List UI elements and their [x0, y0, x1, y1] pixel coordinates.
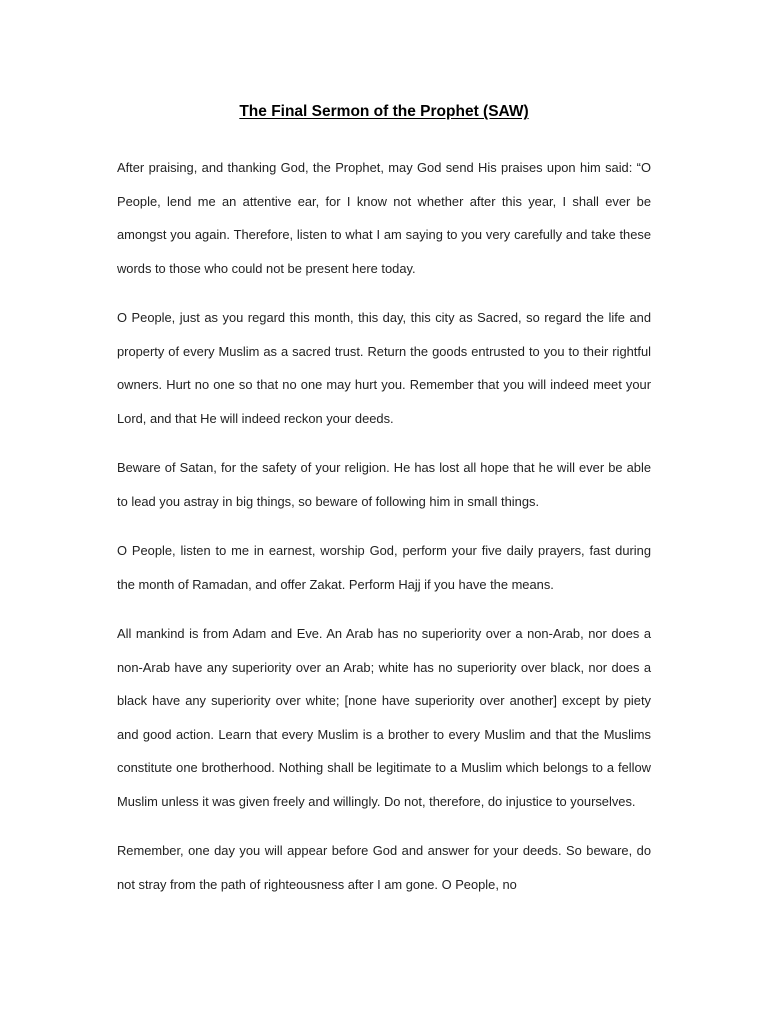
paragraph-2: O People, just as you regard this month, this day, this city as Sacred, so regard the life and property of every Muslim as a sacred trust. Return the goods entrusted to you to their rightful owners. Hurt no one so that no one may hurt you. Remember that you will indeed meet your Lord, and that He will indeed reckon your deeds. — [117, 310, 651, 426]
paragraph-3: Beware of Satan, for the safety of your religion. He has lost all hope that he will ever be able to lead you astray in big things, so beware of following him in small things. — [117, 460, 651, 509]
paragraph-1: After praising, and thanking God, the Prophet, may God send His praises upon him said: “O People, lend me an attentive ear, for I know not whether after this year, I shall ever be amongst you again. Therefore, listen to what I am saying to you very carefully and take these words to those who could not be present here today. — [117, 160, 651, 276]
paragraph-6: Remember, one day you will appear before God and answer for your deeds. So beware, do not stray from the path of righteousness after I am gone. O People, no — [117, 843, 651, 892]
document-title: The Final Sermon of the Prophet (SAW) — [239, 103, 529, 120]
paragraph-4: O People, listen to me in earnest, worship God, perform your five daily prayers, fast during the month of Ramadan, and offer Zakat. Perform Hajj if you have the means. — [117, 543, 651, 592]
document-body — [117, 151, 651, 917]
paragraph-5: All mankind is from Adam and Eve. An Arab has no superiority over a non-Arab, nor does a non-Arab have any superiority over an Arab; white has no superiority over black, nor does a black have any superiority over white; [none have superiority over another] except by piety and good action. Learn that every Muslim is a brother to every Muslim and that the Muslims constitute one brotherhood. Nothing shall be legitimate to a Muslim which belongs to a fellow Muslim unless it was given freely and willingly. Do not, therefore, do injustice to yourselves. — [117, 626, 651, 809]
